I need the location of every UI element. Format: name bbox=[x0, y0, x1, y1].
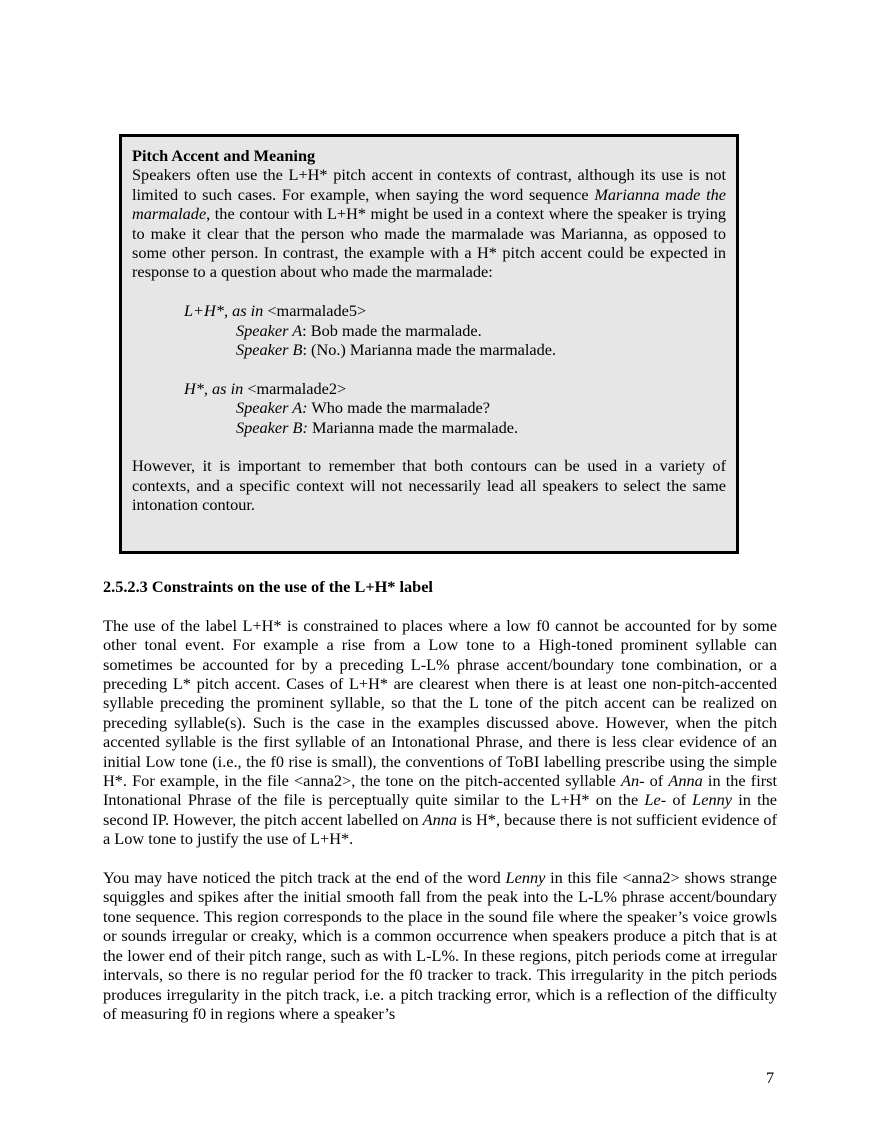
example-h-star bbox=[132, 379, 726, 437]
intro-text-b: , the contour with L+H* might be used in a context where the speaker is trying to make it clear that the person who made the marmalade was Marianna, as opposed to some other person. In contrast, the example with a H* pitch accent could be expected in response to a question about who made the marmalade: bbox=[132, 204, 726, 282]
body-paragraph-2 bbox=[103, 868, 777, 1023]
p2-text: You may have noticed the pitch track at the end of the word bbox=[103, 868, 506, 888]
speaker-b-text: : (No.) Marianna made the marmalade. bbox=[302, 340, 557, 360]
p1-italic-lenny: Lenny bbox=[692, 790, 732, 810]
example-lh-star-speaker-a bbox=[132, 321, 726, 340]
speaker-a-label: Speaker A: bbox=[236, 398, 308, 418]
example-h-star-label: H*, as in bbox=[184, 378, 248, 398]
box-title: Pitch Accent and Meaning bbox=[132, 146, 316, 165]
box-closing-paragraph: However, it is important to remember that both contours can be used in a variety of contexts, and a specific context will not necessarily lead all speakers to select the same intonation contour. bbox=[132, 456, 726, 515]
example-h-star-speaker-b bbox=[132, 418, 726, 437]
speaker-a-label: Speaker A bbox=[236, 320, 303, 340]
body-paragraph-1 bbox=[103, 616, 777, 849]
example-h-star-speaker-a bbox=[132, 398, 726, 417]
p1-text: is H*, because there is not sufficient evidence of a Low tone to justify the use of L+H*. bbox=[103, 809, 777, 849]
p1-text: The use of the label L+H* is constrained to places where a low f0 cannot be accounted for by some other tonal event. For example a rise from a Low tone to a High-toned prominent syllable can sometimes be accounted for by a preceding L-L% phrase accent/boundary tone combination, or a preceding L* pitch accent. Cases of L+H* are clearest when there is at least one non-pitch-accented syllable preceding the prominent syllable, so that the L tone of the pitch accent can be realized on preceding syllable(s). Such is the case in the examples discussed above. However, when the pitch accented syllable is the first syllable of an Intonational Phrase, and there is less clear evidence of an initial Low tone (i.e., the f0 rise is small), the conventions of ToBI labelling prescribe using the simple H*. For example, in the file <anna2>, the tone on the pitch-accented syllable bbox=[103, 615, 777, 791]
p1-italic-anna-2: Anna bbox=[422, 809, 457, 829]
p1-text: in the second IP. However, the pitch accent labelled on bbox=[103, 790, 778, 829]
speaker-b-text: Marianna made the marmalade. bbox=[307, 417, 519, 437]
example-lh-star-file: <marmalade5> bbox=[267, 301, 367, 321]
p1-italic-anna: Anna bbox=[668, 771, 703, 791]
section-2-5-2-3 bbox=[103, 577, 777, 1043]
example-lh-star-label: L+H*, as in bbox=[184, 301, 268, 321]
speaker-a-text: Who made the marmalade? bbox=[307, 398, 490, 418]
page-number: 7 bbox=[766, 1068, 775, 1087]
example-lh-star bbox=[132, 301, 726, 359]
example-h-star-file: <marmalade2> bbox=[247, 378, 347, 398]
example-lh-star-speaker-b bbox=[132, 340, 726, 359]
section-heading: 2.5.2.3 Constraints on the use of the L+H* label bbox=[103, 577, 433, 596]
intro-text-a: Speakers often use the L+H* pitch accent in contexts of contrast, although its use is not limited to such cases. For example, when saying the word sequence bbox=[132, 165, 726, 204]
box-intro-paragraph bbox=[132, 165, 726, 281]
example-lh-star-heading bbox=[132, 301, 726, 320]
example-h-star-heading bbox=[132, 379, 726, 398]
intro-example-sentence: Marianna made the marmalade bbox=[132, 184, 726, 224]
speaker-a-text: : Bob made the marmalade. bbox=[302, 320, 482, 340]
speaker-b-label: Speaker B: bbox=[236, 417, 308, 437]
p2-text: in this file <anna2> shows strange squiggles and spikes after the initial smooth fall from the peak into the L-L% phrase accent/boundary tone sequence. This region corresponds to the place in the sound file where the speaker’s voice growls or sounds irregular or creaky, which is a common occurrence when speakers produce a pitch that is at the lower end of their pitch range, such as with L-L%. In these regions, pitch periods come at irregular intervals, so there is no regular period for the f0 tracker to track. This irregularity in the pitch periods produces irregularity in the pitch track, i.e. a pitch tracking error, which is a reflection of the difficulty of measuring f0 in regions where a speaker’s bbox=[103, 868, 777, 1023]
p1-text: in the first Intonational Phrase of the file is perceptually quite similar to the L+H* on the bbox=[103, 771, 778, 810]
p2-italic-lenny: Lenny bbox=[505, 868, 546, 888]
p1-italic-an: An- bbox=[621, 771, 645, 791]
speaker-b-label: Speaker B bbox=[236, 340, 303, 360]
pitch-accent-sidebar-box bbox=[119, 134, 739, 554]
p1-text: of bbox=[644, 771, 669, 791]
p1-text: of bbox=[666, 790, 693, 810]
p1-italic-le: Le- bbox=[644, 790, 667, 810]
